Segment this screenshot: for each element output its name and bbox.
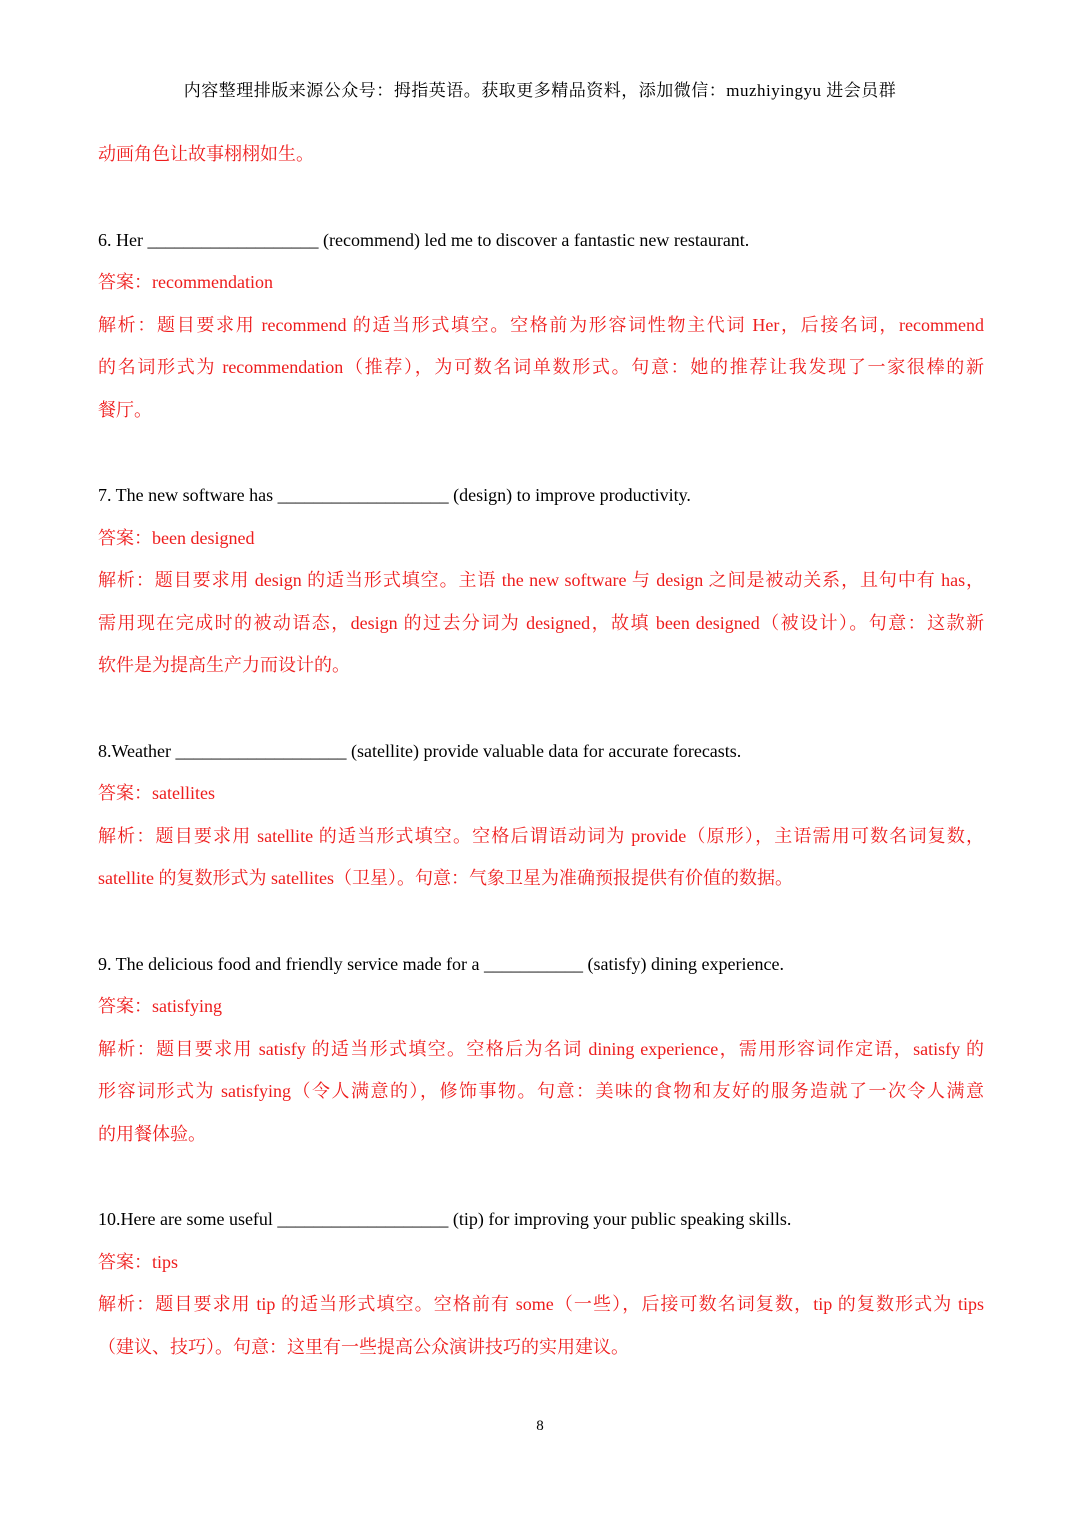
analysis-line: 的名词形式为 recommendation（推荐），为可数名词单数形式。句意：她的推荐让我发现了一家很棒的新 xyxy=(98,357,984,377)
analysis-line: 解析：题目要求用 recommend 的适当形式填空。空格前为形容词性物主代词 Her，后接名词，recommend xyxy=(98,314,984,335)
analysis-line: 软件是为提高生产力而设计的。 xyxy=(98,655,350,675)
answer-text: 答案：satellites xyxy=(98,783,215,803)
intro-tail: 动画角色让故事栩栩如生。 xyxy=(98,144,314,164)
analysis-line: 解析：题目要求用 design 的适当形式填空。主语 the new software 与 design 之间是被动关系，且句中有 has， xyxy=(98,570,984,590)
question-text: 6. Her ___________________ (recommend) led me to discover a fantastic new restaurant. xyxy=(98,229,750,250)
spacer xyxy=(98,687,984,730)
spacer xyxy=(98,431,984,474)
question-block-9 xyxy=(98,943,984,1156)
question-block-7 xyxy=(98,474,984,687)
spacer xyxy=(98,1155,984,1198)
analysis-line: 的用餐体验。 xyxy=(98,1123,206,1144)
question-text: 8.Weather ___________________ (satellite) provide valuable data for accurate forecasts. xyxy=(98,740,742,761)
analysis-line: satellite 的复数形式为 satellites（卫星）。句意：气象卫星为准确预报提供有价值的数据。 xyxy=(98,868,793,888)
document-body xyxy=(98,133,984,1368)
question-text: 9. The delicious food and friendly service made for a ___________ (satisfy) dining experience. xyxy=(98,953,784,974)
analysis-line: 需用现在完成时的被动语态，design 的过去分词为 designed，故填 been designed（被设计）。句意：这款新 xyxy=(98,612,984,633)
spacer xyxy=(98,900,984,943)
analysis-line: 解析：题目要求用 satisfy 的适当形式填空。空格后为名词 dining experience，需用形容词作定语，satisfy 的 xyxy=(98,1038,984,1059)
question-block-8 xyxy=(98,730,984,900)
spacer xyxy=(98,176,984,219)
answer-text: 答案：tips xyxy=(98,1251,179,1272)
analysis-line: 餐厅。 xyxy=(98,399,152,420)
answer-text: 答案：satisfying xyxy=(98,996,222,1016)
answer-text: 答案：recommendation xyxy=(98,272,273,292)
question-text: 10.Here are some useful ___________________ (tip) for improving your public speaking skills. xyxy=(98,1209,792,1229)
analysis-line: 解析：题目要求用 tip 的适当形式填空。空格前有 some（一些），后接可数名词复数，tip 的复数形式为 tips xyxy=(98,1294,984,1314)
analysis-line: 解析：题目要求用 satellite 的适当形式填空。空格后谓语动词为 provide（原形），主语需用可数名词复数， xyxy=(98,825,984,846)
answer-text: 答案：been designed xyxy=(98,527,255,548)
question-block-6 xyxy=(98,219,984,432)
analysis-line: 形容词形式为 satisfying（令人满意的），修饰事物。句意：美味的食物和友好的服务造就了一次令人满意 xyxy=(98,1081,984,1101)
question-block-10 xyxy=(98,1198,984,1368)
question-text: 7. The new software has ___________________ (design) to improve productivity. xyxy=(98,485,691,505)
page-header: 内容整理排版来源公众号：拇指英语。获取更多精品资料，添加微信：muzhiyingyu 进会员群 xyxy=(183,81,897,100)
page-number: 8 xyxy=(536,1418,544,1434)
analysis-line: （建议、技巧）。句意：这里有一些提高公众演讲技巧的实用建议。 xyxy=(98,1336,629,1357)
